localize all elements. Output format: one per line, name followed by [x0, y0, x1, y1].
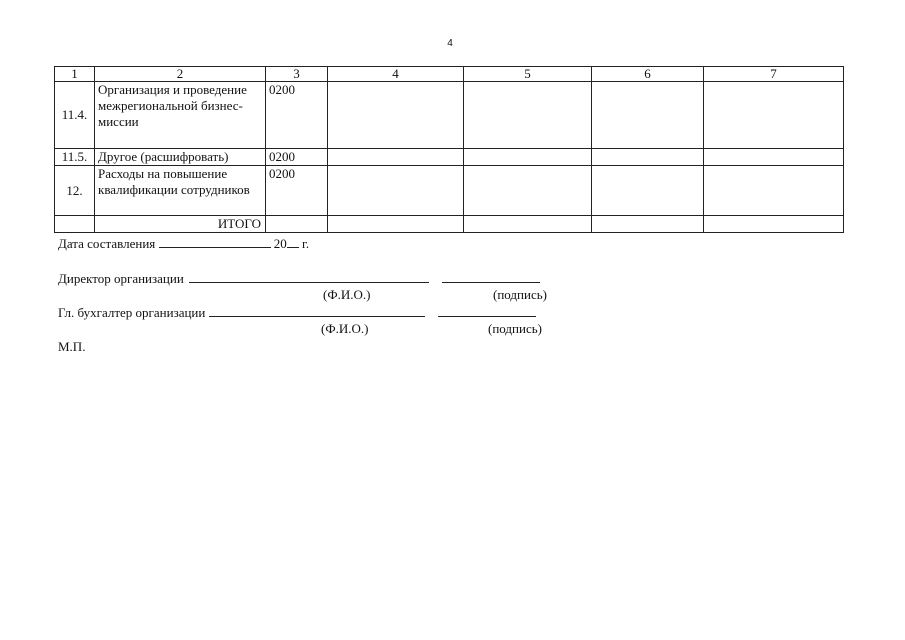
- column-header: 6: [592, 67, 704, 82]
- column-header: 7: [704, 67, 844, 82]
- stamp-label: М.П.: [58, 339, 86, 354]
- row-value-cell: [328, 166, 464, 216]
- row-code: 0200: [266, 166, 328, 216]
- row-name: Организация и проведение межрегиональной бизнес-миссии: [95, 82, 266, 149]
- row-name: Расходы на повышение квалификации сотрудников: [95, 166, 266, 216]
- row-value-cell: [704, 82, 844, 149]
- total-value-cell: [592, 216, 704, 233]
- table-row: [55, 166, 844, 216]
- total-empty-cell: [55, 216, 95, 233]
- director-sign-caption: (подпись): [493, 287, 547, 302]
- accountant-fio-blank: [209, 304, 425, 317]
- row-value-cell: [328, 82, 464, 149]
- accountant-label: Гл. бухгалтер организации: [58, 305, 206, 320]
- total-value-cell: [266, 216, 328, 233]
- row-number: 11.5.: [55, 149, 95, 166]
- row-value-cell: [328, 149, 464, 166]
- total-label: ИТОГО: [95, 216, 266, 233]
- row-name: Другое (расшифровать): [95, 149, 266, 166]
- row-code: 0200: [266, 149, 328, 166]
- total-value-cell: [704, 216, 844, 233]
- date-year-suffix: г.: [302, 236, 310, 251]
- row-value-cell: [592, 166, 704, 216]
- column-header: 1: [55, 67, 95, 82]
- row-value-cell: [464, 166, 592, 216]
- director-sign-blank: [442, 270, 540, 283]
- row-value-cell: [592, 82, 704, 149]
- row-number: 12.: [55, 166, 95, 216]
- row-value-cell: [704, 149, 844, 166]
- page-number: 4: [447, 38, 453, 49]
- row-value-cell: [592, 149, 704, 166]
- row-value-cell: [464, 82, 592, 149]
- accountant-line: [58, 304, 536, 321]
- row-value-cell: [464, 149, 592, 166]
- director-label: Директор организации: [58, 271, 184, 286]
- date-blank: [159, 235, 271, 248]
- date-year-prefix: 20: [273, 236, 287, 251]
- total-row: [55, 216, 844, 233]
- table-row: [55, 82, 844, 149]
- column-header: 5: [464, 67, 592, 82]
- row-number: 11.4.: [55, 82, 95, 149]
- accountant-fio-caption: (Ф.И.О.): [321, 321, 369, 336]
- year-blank: [287, 235, 299, 248]
- director-line: [58, 270, 540, 287]
- accountant-sign-blank: [438, 304, 536, 317]
- total-value-cell: [328, 216, 464, 233]
- accountant-sign-caption: (подпись): [488, 321, 542, 336]
- column-header: 4: [328, 67, 464, 82]
- date-line: [58, 235, 309, 252]
- row-value-cell: [704, 166, 844, 216]
- report-table: [54, 66, 844, 233]
- director-fio-blank: [189, 270, 429, 283]
- table-header-row: [55, 67, 844, 82]
- row-code: 0200: [266, 82, 328, 149]
- column-header: 3: [266, 67, 328, 82]
- date-label: Дата составления: [58, 236, 156, 251]
- total-value-cell: [464, 216, 592, 233]
- table-row: [55, 149, 844, 166]
- column-header: 2: [95, 67, 266, 82]
- director-fio-caption: (Ф.И.О.): [323, 287, 371, 302]
